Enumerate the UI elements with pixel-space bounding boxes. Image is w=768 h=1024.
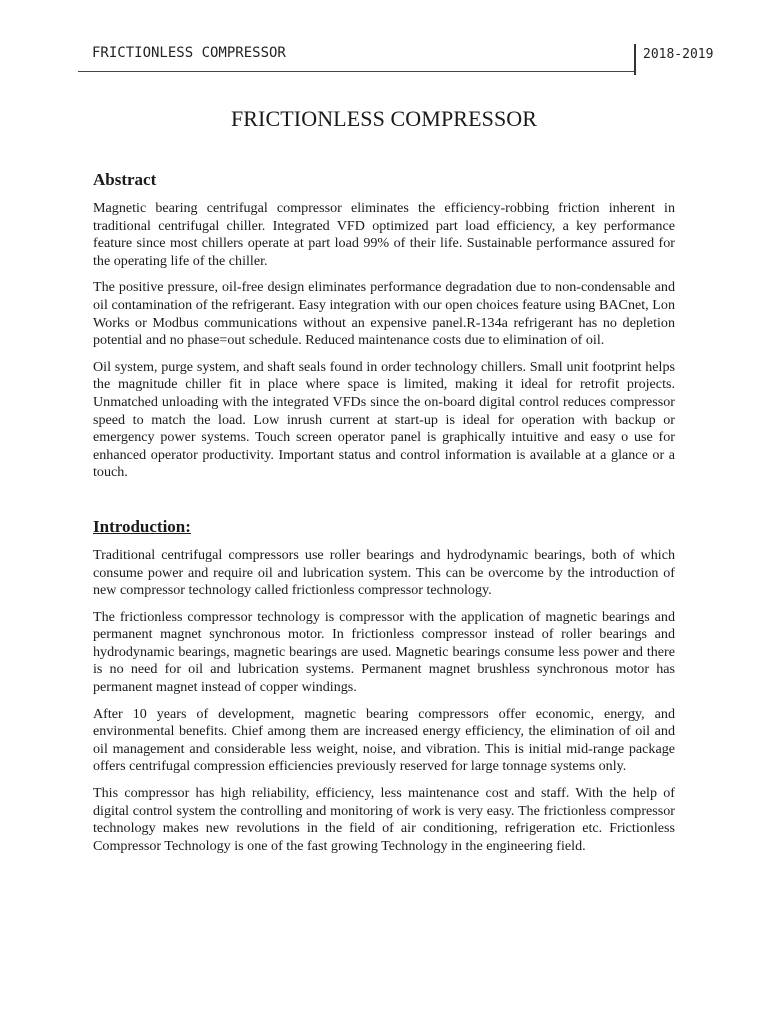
header-divider: [634, 44, 636, 75]
abstract-paragraph: Magnetic bearing centrifugal compressor eliminates the efficiency-robbing friction inherent in traditional centrifugal chiller. Integrated VFD optimized part load efficiency, a key performance feature since most chillers operate at part load 99% of their life. Sustainable performance assured for the operating life of the chiller.: [93, 200, 675, 269]
document-body: [93, 170, 675, 864]
page-header: [78, 40, 720, 73]
abstract-paragraph: The positive pressure, oil-free design eliminates performance degradation due to non-condensable and oil contamination of the refrigerant. Easy integration with our open choices feature using BACnet, Lon Works or Modbus communications without an expensive panel.R-134a refrigerant has no depletion potential and no phase=out schedule. Reduced maintenance costs due to elimination of oil.: [93, 279, 675, 349]
header-title: FRICTIONLESS COMPRESSOR: [92, 45, 286, 61]
abstract-paragraph: Oil system, purge system, and shaft seals found in order technology chillers. Small unit footprint helps the magnitude chiller fit in place where space is limited, making it ideal for retrofit projects. Unmatched unloading with the integrated VFDs since the on-board digital control reduces compressor speed to match the load. Low inrush current at start-up is ideal for operation with backup or emergency power systems. Touch screen operator panel is graphically intuitive and easy o use for enhanced operator productivity. Important status and control information is available at a glance or a touch.: [93, 358, 675, 481]
header-rule: [78, 71, 634, 72]
abstract-heading: Abstract: [93, 170, 157, 189]
header-year: 2018-2019: [643, 47, 714, 62]
section-gap: [93, 491, 675, 517]
introduction-heading: Introduction:: [93, 516, 191, 536]
introduction-section: [93, 517, 675, 856]
abstract-section: [93, 170, 675, 482]
introduction-paragraph: Traditional centrifugal compressors use roller bearings and hydrodynamic bearings, both of which consume power and require oil and lubrication system. This can be overcome by the introduction of new compressor technology called frictionless compressor technology.: [93, 546, 675, 599]
introduction-paragraph: The frictionless compressor technology is compressor with the application of magnetic bearings and permanent magnet synchronous motor. In frictionless compressor instead of roller bearings and hydrodynamic bearings, magnetic bearings are used. Magnetic bearings consume less power and there is no need for oil and lubrication systems. Permanent magnet brushless synchronous motor has permanent magnet instead of copper windings.: [93, 608, 675, 696]
introduction-paragraph: After 10 years of development, magnetic bearing compressors offer economic, energy, and environmental benefits. Chief among them are increased energy efficiency, the elimination of oil and oil management and considerable less weight, noise, and vibration. This is initial mid-range package offers centrifugal compression efficiencies previously reserved for large tonnage systems only.: [93, 705, 675, 775]
document-title: FRICTIONLESS COMPRESSOR: [230, 106, 538, 131]
introduction-paragraph: This compressor has high reliability, efficiency, less maintenance cost and staff. With the help of digital control system the controlling and monitoring of work is very easy. The frictionless compressor technology makes new revolutions in the field of air conditioning, refrigeration etc. Frictionless Compressor Technology is one of the fast growing Technology in the engineering field.: [93, 785, 675, 854]
